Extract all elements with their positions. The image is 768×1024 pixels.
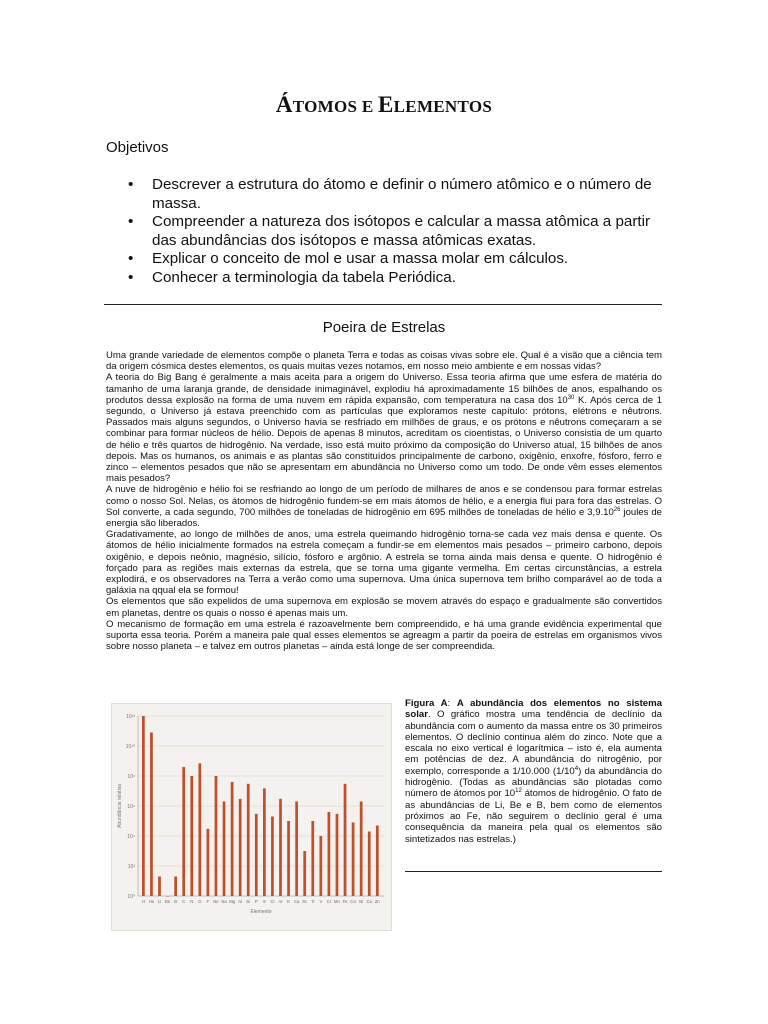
x-tick-label: Sc bbox=[302, 899, 308, 904]
chart-bar bbox=[279, 799, 282, 896]
y-tick-label: 10⁴ bbox=[127, 834, 135, 840]
x-tick-label: F bbox=[206, 899, 210, 904]
x-tick-label: S bbox=[262, 899, 266, 904]
article-body bbox=[106, 350, 662, 652]
chart-bar bbox=[328, 812, 331, 896]
chart-bar bbox=[182, 767, 185, 896]
x-tick-label: H bbox=[141, 899, 145, 904]
x-tick-label: Ti bbox=[311, 899, 315, 904]
y-tick-label: 10⁰ bbox=[127, 894, 135, 900]
x-tick-label: Cu bbox=[366, 899, 372, 904]
chart-bar bbox=[263, 788, 266, 896]
chart-bar bbox=[311, 821, 314, 896]
abundance-chart bbox=[111, 703, 392, 931]
chart-bar bbox=[344, 784, 347, 896]
x-tick-label: O bbox=[198, 899, 202, 904]
chart-bar bbox=[271, 816, 274, 896]
x-tick-label: Cl bbox=[270, 899, 275, 904]
chart-bar bbox=[231, 782, 234, 896]
objective-item: • Descrever a estrutura do átomo e definir o número atômico e o número de massa. bbox=[106, 176, 666, 213]
y-tick-label: 10¹² bbox=[126, 714, 135, 720]
y-axis-label: Abundância relativa bbox=[117, 784, 123, 828]
chart-bar bbox=[376, 826, 379, 896]
x-tick-label: Be bbox=[165, 899, 171, 904]
x-tick-label: Co bbox=[350, 899, 356, 904]
x-tick-label: Ca bbox=[293, 899, 300, 904]
chart-bar bbox=[303, 851, 306, 896]
chart-bar bbox=[166, 896, 169, 897]
objective-item: • Conhecer a terminologia da tabela Periódica. bbox=[106, 269, 666, 288]
y-tick-label: 10⁸ bbox=[127, 774, 135, 780]
page-title: ÁTOMOS E ELEMENTOS bbox=[275, 92, 493, 117]
x-tick-label: B bbox=[174, 899, 178, 904]
y-tick-label: 10² bbox=[127, 864, 135, 870]
x-tick-label: Si bbox=[246, 899, 251, 904]
figure-title: A abundância dos elementos no sistema solar bbox=[405, 698, 662, 721]
chart-bar bbox=[142, 716, 145, 896]
x-tick-label: C bbox=[182, 899, 186, 904]
paragraph: Gradativamente, ao longo de milhões de anos, uma estrela queimando hidrogênio torna-se cada vez mais densa e quente. Os átomos de hélio inicialmente formados na estrela começam a fundir-se em elementos mais pesados – primeiro carbono, depois oxigênio, e depois neônio, magnésio, silício, fósforo e argônio. A estrela se torna ainda mais densa e quente. O hidrogênio é forçado para as regiões mais externas da estrela, que se torna uma gigante vermelha. Em certas circunstâncias, a estrela explodirá, e os observadores na Terra a verão como uma supernova. Uma única supernova tem brilho comparável ao de toda a galáxia na qqual ela se formou! bbox=[106, 529, 662, 597]
x-tick-label: N bbox=[190, 899, 194, 904]
chart-bar bbox=[368, 831, 371, 896]
objective-item: • Compreender a natureza dos isótopos e calcular a massa atômica a partir das abundâncias dos isótopos e massa atômicas exatas. bbox=[106, 213, 666, 250]
x-tick-label: Mn bbox=[334, 899, 340, 904]
y-tick-label: 10⁶ bbox=[127, 804, 135, 810]
figure-label: Figura A bbox=[405, 698, 448, 709]
objectives-list bbox=[106, 176, 666, 287]
chart-bar bbox=[223, 801, 226, 896]
x-tick-label: Zn bbox=[374, 899, 380, 904]
x-tick-label: Ni bbox=[359, 899, 364, 904]
chart-bar bbox=[207, 829, 210, 896]
chart-bar bbox=[295, 801, 298, 896]
chart-bar bbox=[198, 763, 201, 896]
objective-item: • Explicar o conceito de mol e usar a massa molar em cálculos. bbox=[106, 250, 666, 269]
x-tick-label: Fe bbox=[342, 899, 348, 904]
section-title: Poeira de Estrelas bbox=[322, 319, 446, 336]
x-tick-label: He bbox=[148, 899, 155, 904]
x-tick-label: Al bbox=[238, 899, 243, 904]
paragraph: A nuve de hidrogênio e hélio foi se resfriando ao longo de um período de milhares de anos e se condensou para formar estrelas como o nosso Sol. Nelas, os átomos de hidrogênio fundem-se em mais átomos de hélio, e a energia flui para fora das estrelas. O Sol converte, a cada segundo, 700 milhões de toneladas de hidrogênio em 695 milhões de toneladas de hélio e 3,9.10$^{26}$ joules de energia são liberados. bbox=[106, 484, 662, 530]
x-tick-label: Ar bbox=[278, 899, 283, 904]
chart-bar bbox=[190, 776, 193, 896]
chart-bar bbox=[215, 776, 218, 896]
x-axis-label: Elemento bbox=[250, 909, 272, 915]
x-tick-label: Na bbox=[221, 899, 227, 904]
chart-bar bbox=[150, 732, 153, 896]
x-tick-label: Mg bbox=[229, 899, 236, 904]
x-tick-label: K bbox=[287, 899, 290, 904]
x-tick-label: V bbox=[319, 899, 323, 904]
chart-bar bbox=[247, 784, 250, 896]
chart-bar bbox=[352, 822, 355, 896]
objectives-heading: Objetivos bbox=[106, 139, 169, 156]
x-tick-label: P bbox=[254, 899, 258, 904]
chart-bar bbox=[239, 799, 242, 896]
x-tick-label: Cr bbox=[326, 899, 332, 904]
chart-bar bbox=[287, 821, 290, 896]
x-tick-label: Ne bbox=[213, 899, 219, 904]
y-tick-label: 10¹⁰ bbox=[125, 744, 135, 750]
chart-bar bbox=[255, 814, 258, 896]
abundance-chart-svg bbox=[112, 704, 391, 930]
x-tick-label: Li bbox=[157, 899, 162, 904]
caption-divider bbox=[405, 871, 662, 872]
paragraph: A teoria do Big Bang é geralmente a mais aceita para a origem do Universo. Essa teoria afirma que ume esfera de matéria do tamanho de uma laranja grande, de densidade inimaginável, explodiu há aproximadamente 15 bilhões de anos, espalhando os produtos dessa explosão na forma de uma nuvem em rápida expansão, com temperatura na casa dos $10^{30}$ K. Após cerca de 1 segundo, o Universo já estava preenchido com as partículas que exploramos neste capítulo: prótons, elétrons e nêutrons. Passados mais alguns segundos, o Universo havia se resfriado em milhões de graus, e os prótons e nêutrons começaram a se combinar para formar núcleos de hélio. Depois de apenas 8 minutos, acreditam os cioentistas, o Universo consistia de um quarto de hélio e três quartos de hidrogênio. Na verdade, isso está muito próximo da composição do Universo atual, 15 bilhões de anos depois. Mas os humanos, os animais e as plantas são constituídos principalmente de carbono, oxigênio, enxofre, fósforo, ferro e zinco – elementos pesados que não se apresentam em abundância no Universo como um todo. De onde vêm esses elementos mais pesados? bbox=[106, 372, 663, 485]
section-divider bbox=[104, 304, 662, 305]
chart-bar bbox=[336, 814, 339, 896]
paragraph: Os elementos que são expelidos de uma supernova em explosão se movem através do espaço e gradualmente são convertidos em planetas, dentre os quais o nosso é apenas mais um. bbox=[106, 596, 662, 619]
paragraph: Uma grande variedade de elementos compõe o planeta Terra e todas as coisas vivas sobre ele. Qual é a visão que a ciência tem da origem cósmica destes elementos, os quais muitas vezes notamos, em nosso meio ambiente e em nossas vidas? bbox=[106, 350, 662, 373]
paragraph: O mecanismo de formação em uma estrela é razoavelmente bem compreendido, e há uma grande evidência experimental que suporta essa teoria. Porém a maneira pale qual esses elementos se agreagm a partir da poeira de estrelas em organismos vivos sobre nosso planeta – e talvez em outros planetas – ainda está longe de ser compreendida. bbox=[106, 618, 662, 653]
chart-bar bbox=[360, 801, 363, 896]
chart-bar bbox=[174, 876, 177, 896]
chart-bar bbox=[158, 876, 161, 896]
chart-bar bbox=[319, 836, 322, 896]
figure-caption: Figura A: A abundância dos elementos no sistema solar. O gráfico mostra uma tendência de declínio da abundância com o aumento da massa entre os 30 primeiros elementos. O declínio continua além do zinco. Note que a escala no eixo vertical é logarítmica – isto é, ela aumenta em potências de dez. A abundância do nitrogênio, por exemplo, corresponde a 1/10.000 $(1/10^4)$ da abundância do hidrogênio. (Todas as abundâncias são plotadas como número de átomos por $10^{12}$ átomos de hidrogênio. O fato de as abundâncias de Li, Be e B, bem como de elementos próximos ao Fe, não seguirem o declínio geral é uma consequência da maneira pela qual os elementos são sintetizados nas estrelas.) bbox=[405, 698, 662, 845]
